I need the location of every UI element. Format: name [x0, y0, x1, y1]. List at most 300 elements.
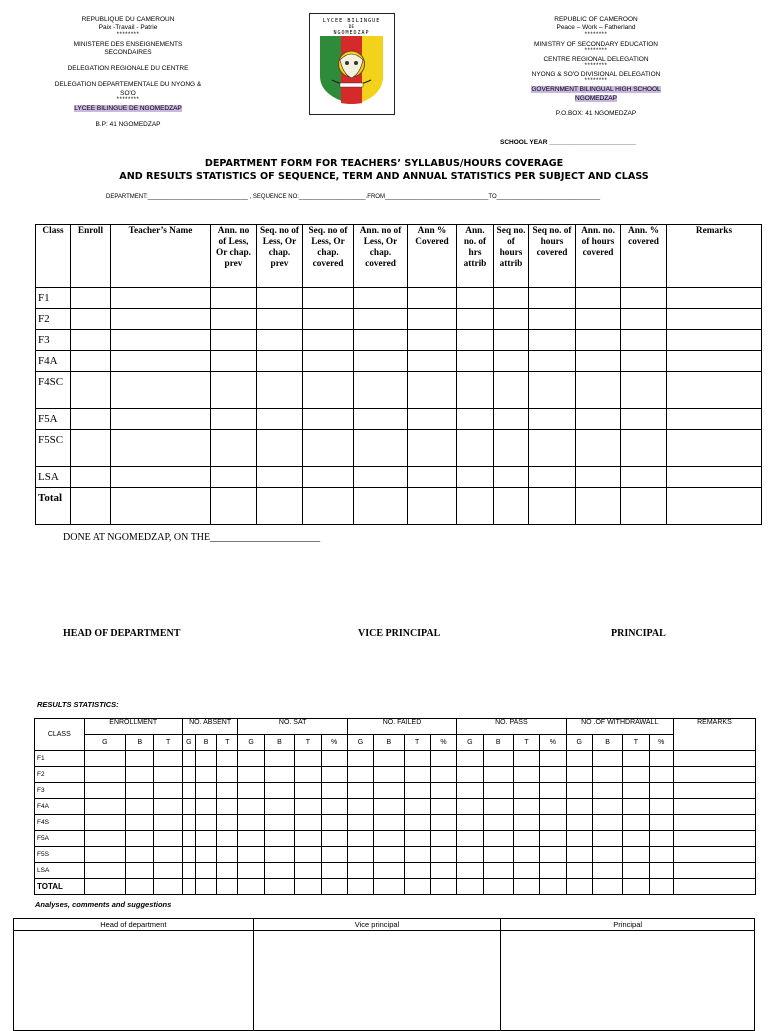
input-cell[interactable] [303, 409, 354, 430]
input-cell[interactable] [211, 330, 257, 351]
input-cell[interactable] [430, 767, 456, 783]
input-cell[interactable] [238, 847, 264, 863]
input-cell[interactable] [71, 372, 111, 409]
input-cell[interactable] [566, 767, 592, 783]
input-cell[interactable] [457, 330, 494, 351]
input-cell[interactable] [540, 783, 566, 799]
input-cell[interactable] [621, 488, 667, 525]
input-cell[interactable] [513, 783, 539, 799]
input-cell[interactable] [111, 488, 211, 525]
input-cell[interactable] [430, 847, 456, 863]
input-cell[interactable] [238, 815, 264, 831]
input-cell[interactable] [354, 288, 408, 309]
input-cell[interactable] [295, 767, 321, 783]
input-cell[interactable] [126, 767, 154, 783]
input-cell[interactable] [621, 409, 667, 430]
input-cell[interactable] [84, 767, 126, 783]
input-cell[interactable] [374, 831, 404, 847]
input-cell[interactable] [430, 863, 456, 879]
input-cell[interactable] [154, 751, 182, 767]
input-cell[interactable] [211, 351, 257, 372]
input-cell[interactable] [347, 879, 373, 895]
input-cell[interactable] [71, 330, 111, 351]
input-cell[interactable] [154, 831, 182, 847]
input-cell[interactable] [404, 799, 430, 815]
input-cell[interactable] [182, 799, 195, 815]
input-cell[interactable] [195, 767, 216, 783]
input-cell[interactable] [667, 409, 762, 430]
input-cell[interactable] [321, 879, 347, 895]
input-cell[interactable] [321, 847, 347, 863]
input-cell[interactable] [667, 430, 762, 467]
input-cell[interactable] [111, 372, 211, 409]
input-cell[interactable] [126, 783, 154, 799]
input-cell[interactable] [217, 815, 238, 831]
input-cell[interactable] [649, 879, 673, 895]
input-cell[interactable] [84, 751, 126, 767]
input-cell[interactable] [238, 767, 264, 783]
input-cell[interactable] [592, 831, 622, 847]
input-cell[interactable] [238, 751, 264, 767]
input-cell[interactable] [483, 863, 513, 879]
input-cell[interactable] [576, 467, 621, 488]
input-cell[interactable] [483, 783, 513, 799]
department-line[interactable]: DEPARTMENT:______________________________ , SEQUENCE NO:____________________.FROM_______________________________TO_______________________________ [106, 194, 601, 200]
input-cell[interactable] [71, 309, 111, 330]
input-cell[interactable] [673, 751, 755, 767]
input-cell[interactable] [529, 351, 576, 372]
input-cell[interactable] [408, 467, 457, 488]
input-cell[interactable] [354, 309, 408, 330]
input-cell[interactable] [430, 879, 456, 895]
input-cell[interactable] [566, 799, 592, 815]
input-cell[interactable] [513, 767, 539, 783]
input-cell[interactable] [408, 372, 457, 409]
input-cell[interactable] [592, 879, 622, 895]
input-cell[interactable] [182, 751, 195, 767]
input-cell[interactable] [264, 815, 294, 831]
input-cell[interactable] [529, 309, 576, 330]
input-cell[interactable] [295, 879, 321, 895]
input-cell[interactable] [457, 751, 483, 767]
input-cell[interactable] [566, 847, 592, 863]
input-cell[interactable] [404, 863, 430, 879]
input-cell[interactable] [321, 767, 347, 783]
input-cell[interactable] [295, 831, 321, 847]
input-cell[interactable] [303, 330, 354, 351]
input-cell[interactable] [576, 488, 621, 525]
input-cell[interactable] [529, 372, 576, 409]
input-cell[interactable] [408, 330, 457, 351]
input-cell[interactable] [211, 372, 257, 409]
input-cell[interactable] [257, 372, 303, 409]
input-cell[interactable] [457, 863, 483, 879]
input-cell[interactable] [649, 863, 673, 879]
input-cell[interactable] [621, 430, 667, 467]
input-cell[interactable] [111, 430, 211, 467]
input-cell[interactable] [264, 799, 294, 815]
input-cell[interactable] [404, 767, 430, 783]
input-cell[interactable] [576, 330, 621, 351]
input-cell[interactable] [354, 488, 408, 525]
input-cell[interactable] [211, 488, 257, 525]
input-cell[interactable] [494, 372, 529, 409]
input-cell[interactable] [71, 488, 111, 525]
input-cell[interactable] [623, 815, 649, 831]
input-cell[interactable] [430, 831, 456, 847]
input-cell[interactable] [404, 751, 430, 767]
input-cell[interactable] [404, 815, 430, 831]
input-cell[interactable] [623, 831, 649, 847]
input-cell[interactable] [84, 783, 126, 799]
input-cell[interactable] [238, 831, 264, 847]
input-cell[interactable] [374, 799, 404, 815]
input-cell[interactable] [673, 783, 755, 799]
input-cell[interactable] [529, 288, 576, 309]
input-cell[interactable] [303, 351, 354, 372]
input-cell[interactable] [238, 863, 264, 879]
input-cell[interactable] [540, 847, 566, 863]
input-cell[interactable] [667, 351, 762, 372]
input-cell[interactable] [182, 815, 195, 831]
input-cell[interactable] [182, 879, 195, 895]
input-cell[interactable] [154, 815, 182, 831]
input-cell[interactable] [71, 467, 111, 488]
input-cell[interactable] [264, 863, 294, 879]
input-cell[interactable] [592, 767, 622, 783]
input-cell[interactable] [513, 831, 539, 847]
input-cell[interactable] [483, 751, 513, 767]
input-cell[interactable] [347, 831, 373, 847]
input-cell[interactable] [457, 467, 494, 488]
input-cell[interactable] [540, 815, 566, 831]
input-cell[interactable] [430, 815, 456, 831]
input-cell[interactable] [673, 831, 755, 847]
input-cell[interactable] [430, 751, 456, 767]
input-cell[interactable] [566, 815, 592, 831]
input-cell[interactable] [592, 815, 622, 831]
input-cell[interactable] [321, 783, 347, 799]
input-cell[interactable] [354, 372, 408, 409]
input-cell[interactable] [457, 879, 483, 895]
input-cell[interactable] [182, 783, 195, 799]
input-cell[interactable] [264, 767, 294, 783]
input-cell[interactable] [483, 799, 513, 815]
input-cell[interactable] [673, 767, 755, 783]
input-cell[interactable] [217, 783, 238, 799]
input-cell[interactable] [217, 767, 238, 783]
input-cell[interactable] [126, 831, 154, 847]
input-cell[interactable] [649, 783, 673, 799]
input-cell[interactable] [295, 815, 321, 831]
input-cell[interactable] [347, 863, 373, 879]
input-cell[interactable] [483, 767, 513, 783]
input-cell[interactable] [195, 847, 216, 863]
input-cell[interactable] [71, 288, 111, 309]
input-cell[interactable] [347, 847, 373, 863]
input-cell[interactable] [623, 783, 649, 799]
input-cell[interactable] [354, 351, 408, 372]
input-cell[interactable] [264, 751, 294, 767]
input-cell[interactable] [217, 879, 238, 895]
input-cell[interactable] [566, 863, 592, 879]
input-cell[interactable] [257, 351, 303, 372]
input-cell[interactable] [408, 351, 457, 372]
input-cell[interactable] [649, 847, 673, 863]
input-cell[interactable] [540, 799, 566, 815]
input-cell[interactable] [667, 330, 762, 351]
input-cell[interactable] [257, 467, 303, 488]
input-cell[interactable] [154, 783, 182, 799]
input-cell[interactable] [623, 799, 649, 815]
input-cell[interactable] [321, 863, 347, 879]
input-cell[interactable] [84, 815, 126, 831]
input-cell[interactable] [321, 751, 347, 767]
input-cell[interactable] [374, 751, 404, 767]
input-cell[interactable] [111, 288, 211, 309]
input-cell[interactable] [576, 351, 621, 372]
input-cell[interactable] [430, 783, 456, 799]
input-cell[interactable] [404, 783, 430, 799]
input-cell[interactable] [408, 288, 457, 309]
input-cell[interactable] [494, 430, 529, 467]
input-cell[interactable] [347, 815, 373, 831]
input-cell[interactable] [540, 751, 566, 767]
input-cell[interactable] [513, 863, 539, 879]
input-cell[interactable] [264, 831, 294, 847]
input-cell[interactable] [347, 783, 373, 799]
input-cell[interactable] [649, 767, 673, 783]
input-cell[interactable] [494, 351, 529, 372]
input-cell[interactable] [195, 831, 216, 847]
input-cell[interactable] [195, 863, 216, 879]
input-cell[interactable] [84, 831, 126, 847]
input-cell[interactable] [623, 847, 649, 863]
input-cell[interactable] [347, 799, 373, 815]
input-cell[interactable] [126, 815, 154, 831]
input-cell[interactable] [673, 815, 755, 831]
input-cell[interactable] [667, 488, 762, 525]
input-cell[interactable] [667, 288, 762, 309]
input-cell[interactable] [667, 309, 762, 330]
input-cell[interactable] [217, 831, 238, 847]
input-cell[interactable] [182, 831, 195, 847]
input-cell[interactable] [354, 409, 408, 430]
input-cell[interactable] [303, 467, 354, 488]
input-cell[interactable] [404, 847, 430, 863]
input-cell[interactable] [566, 879, 592, 895]
input-cell[interactable] [195, 799, 216, 815]
input-cell[interactable] [494, 467, 529, 488]
input-cell[interactable] [195, 879, 216, 895]
input-cell[interactable] [621, 309, 667, 330]
input-cell[interactable] [154, 879, 182, 895]
input-cell[interactable] [513, 815, 539, 831]
input-cell[interactable] [84, 799, 126, 815]
input-cell[interactable] [126, 751, 154, 767]
input-cell[interactable] [126, 863, 154, 879]
input-cell[interactable] [211, 309, 257, 330]
input-cell[interactable] [354, 330, 408, 351]
input-cell[interactable] [374, 815, 404, 831]
input-cell[interactable] [211, 288, 257, 309]
input-cell[interactable] [457, 815, 483, 831]
input-cell[interactable] [217, 751, 238, 767]
input-cell[interactable] [621, 372, 667, 409]
input-cell[interactable] [295, 751, 321, 767]
input-cell[interactable] [321, 831, 347, 847]
analyses-hod-cell[interactable] [14, 931, 254, 1031]
input-cell[interactable] [513, 879, 539, 895]
input-cell[interactable] [111, 467, 211, 488]
input-cell[interactable] [111, 330, 211, 351]
input-cell[interactable] [576, 430, 621, 467]
input-cell[interactable] [540, 831, 566, 847]
input-cell[interactable] [649, 799, 673, 815]
input-cell[interactable] [71, 430, 111, 467]
input-cell[interactable] [257, 309, 303, 330]
input-cell[interactable] [182, 767, 195, 783]
input-cell[interactable] [374, 863, 404, 879]
input-cell[interactable] [483, 879, 513, 895]
input-cell[interactable] [195, 815, 216, 831]
input-cell[interactable] [623, 767, 649, 783]
input-cell[interactable] [623, 751, 649, 767]
input-cell[interactable] [540, 879, 566, 895]
input-cell[interactable] [529, 430, 576, 467]
input-cell[interactable] [457, 409, 494, 430]
input-cell[interactable] [529, 409, 576, 430]
input-cell[interactable] [408, 309, 457, 330]
input-cell[interactable] [154, 847, 182, 863]
input-cell[interactable] [529, 467, 576, 488]
input-cell[interactable] [295, 863, 321, 879]
input-cell[interactable] [408, 488, 457, 525]
input-cell[interactable] [529, 330, 576, 351]
input-cell[interactable] [621, 288, 667, 309]
analyses-vp-cell[interactable] [253, 931, 501, 1031]
input-cell[interactable] [540, 767, 566, 783]
input-cell[interactable] [457, 351, 494, 372]
input-cell[interactable] [211, 467, 257, 488]
input-cell[interactable] [621, 351, 667, 372]
input-cell[interactable] [623, 863, 649, 879]
input-cell[interactable] [71, 409, 111, 430]
input-cell[interactable] [576, 288, 621, 309]
input-cell[interactable] [566, 831, 592, 847]
input-cell[interactable] [513, 751, 539, 767]
input-cell[interactable] [667, 372, 762, 409]
input-cell[interactable] [303, 288, 354, 309]
input-cell[interactable] [494, 288, 529, 309]
input-cell[interactable] [513, 799, 539, 815]
input-cell[interactable] [529, 488, 576, 525]
input-cell[interactable] [126, 799, 154, 815]
input-cell[interactable] [354, 430, 408, 467]
input-cell[interactable] [494, 330, 529, 351]
input-cell[interactable] [321, 815, 347, 831]
input-cell[interactable] [592, 863, 622, 879]
input-cell[interactable] [592, 783, 622, 799]
input-cell[interactable] [649, 751, 673, 767]
input-cell[interactable] [295, 799, 321, 815]
done-at-line[interactable]: DONE AT NGOMEDZAP, ON THE______________________ [63, 532, 321, 543]
input-cell[interactable] [457, 430, 494, 467]
input-cell[interactable] [257, 409, 303, 430]
input-cell[interactable] [195, 783, 216, 799]
input-cell[interactable] [592, 799, 622, 815]
input-cell[interactable] [321, 799, 347, 815]
input-cell[interactable] [408, 430, 457, 467]
input-cell[interactable] [430, 799, 456, 815]
input-cell[interactable] [673, 863, 755, 879]
input-cell[interactable] [494, 309, 529, 330]
input-cell[interactable] [182, 847, 195, 863]
input-cell[interactable] [217, 847, 238, 863]
input-cell[interactable] [354, 467, 408, 488]
input-cell[interactable] [71, 351, 111, 372]
input-cell[interactable] [303, 488, 354, 525]
input-cell[interactable] [111, 351, 211, 372]
input-cell[interactable] [238, 799, 264, 815]
input-cell[interactable] [257, 430, 303, 467]
input-cell[interactable] [154, 799, 182, 815]
input-cell[interactable] [264, 783, 294, 799]
input-cell[interactable] [408, 409, 457, 430]
input-cell[interactable] [126, 879, 154, 895]
input-cell[interactable] [621, 467, 667, 488]
input-cell[interactable] [494, 488, 529, 525]
input-cell[interactable] [494, 409, 529, 430]
input-cell[interactable] [211, 430, 257, 467]
input-cell[interactable] [303, 372, 354, 409]
analyses-principal-cell[interactable] [501, 931, 755, 1031]
input-cell[interactable] [457, 767, 483, 783]
input-cell[interactable] [457, 831, 483, 847]
input-cell[interactable] [217, 799, 238, 815]
input-cell[interactable] [257, 288, 303, 309]
input-cell[interactable] [295, 783, 321, 799]
input-cell[interactable] [374, 879, 404, 895]
input-cell[interactable] [457, 288, 494, 309]
input-cell[interactable] [303, 309, 354, 330]
input-cell[interactable] [457, 488, 494, 525]
input-cell[interactable] [238, 879, 264, 895]
input-cell[interactable] [566, 751, 592, 767]
input-cell[interactable] [264, 879, 294, 895]
input-cell[interactable] [347, 751, 373, 767]
input-cell[interactable] [211, 409, 257, 430]
input-cell[interactable] [257, 330, 303, 351]
input-cell[interactable] [457, 847, 483, 863]
input-cell[interactable] [623, 879, 649, 895]
input-cell[interactable] [457, 372, 494, 409]
input-cell[interactable] [217, 863, 238, 879]
input-cell[interactable] [264, 847, 294, 863]
input-cell[interactable] [667, 467, 762, 488]
input-cell[interactable] [111, 309, 211, 330]
input-cell[interactable] [483, 831, 513, 847]
input-cell[interactable] [457, 783, 483, 799]
input-cell[interactable] [673, 879, 755, 895]
input-cell[interactable] [84, 879, 126, 895]
input-cell[interactable] [154, 767, 182, 783]
input-cell[interactable] [295, 847, 321, 863]
input-cell[interactable] [84, 847, 126, 863]
input-cell[interactable] [592, 847, 622, 863]
input-cell[interactable] [374, 783, 404, 799]
input-cell[interactable] [457, 309, 494, 330]
